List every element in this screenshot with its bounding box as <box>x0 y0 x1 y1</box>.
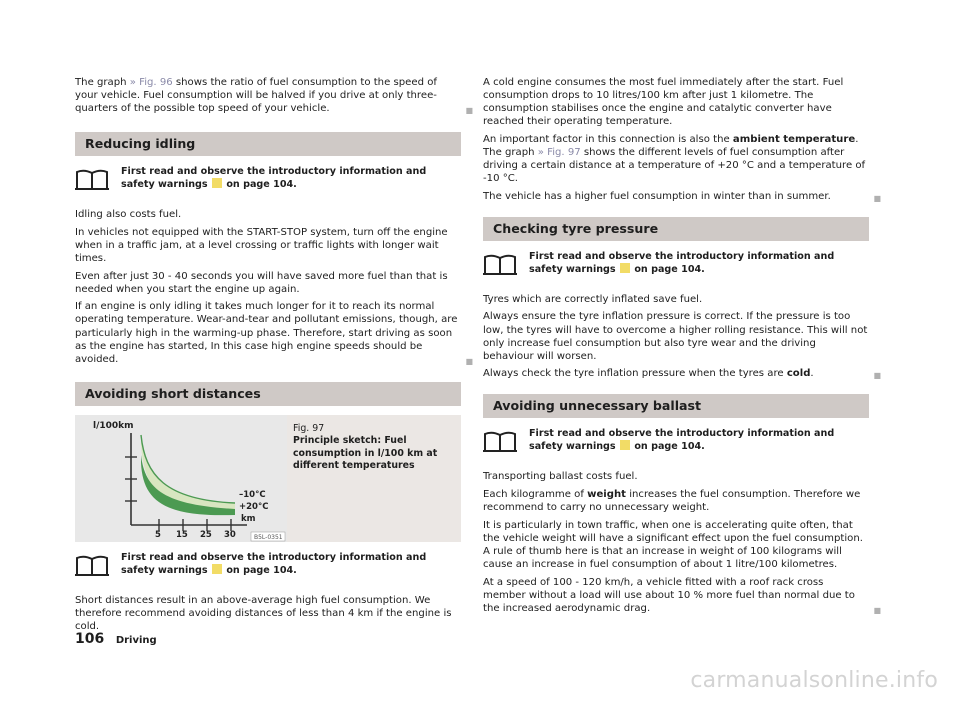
x-axis-label: km <box>241 513 256 524</box>
paragraph-ballast-2: Each kilogramme of weight increases the fuel consumption. Therefore we recommend to carry no unnecessary weight. <box>483 489 861 514</box>
paragraph-tyre-2: Always ensure the tyre inflation pressure is correct. If the pressure is too low, the tyres will have to overcome a higher rolling resistance. This will not only increase fuel consumption but also tyre wear and the driving behaviour will worsen. <box>483 311 868 362</box>
fig-96-link[interactable]: » Fig. 96 <box>129 77 173 88</box>
paragraph-short-distances: Short distances result in an above-average high fuel consumption. We therefore recommend avoiding distances of less than 4 km if the engine is cold. <box>75 594 452 632</box>
series-label-minus10: –10°C <box>239 489 266 500</box>
warning-square-icon <box>212 564 222 574</box>
y-axis-label: l/100km <box>93 420 134 431</box>
note-block: First read and observe the introductory information and safety warnings on page 104. <box>75 551 461 585</box>
heading-checking-tyre-pressure: Checking tyre pressure <box>483 217 869 241</box>
end-mark: ■ <box>873 605 881 615</box>
paragraph-tyre-3: Always check the tyre inflation pressure when the tyres are cold. ■ <box>483 367 869 380</box>
page-reference-link[interactable]: on page 104. <box>634 263 705 275</box>
paragraph-cold-3: The vehicle has a higher fuel consumption in winter than in summer. ■ <box>483 190 869 203</box>
paragraph-cold-2: An important factor in this connection is also the ambient temperature. The graph » Fig. 97 shows the different levels of fuel consumption after driving a certain distance at a temperature of +20 °C and a temperature of -10 °C. <box>483 133 866 185</box>
x-tick-label: 5 <box>155 529 161 540</box>
paragraph-idle-4: If an engine is only idling it takes much longer for it to reach its normal operating temperature. Wear-and-tear and pollutant emissions, though, are particularly high in the warming-up phase. Therefore, start driving as soon as the engine has started, In this case high engine speeds should be avoided. ■ <box>75 300 461 365</box>
warning-square-icon <box>620 440 630 450</box>
paragraph-ballast-3: It is particularly in town traffic, when one is accelerating quite often, that the vehicle weight will have a significant effect upon the fuel consumption. A rule of thumb here is that an increase in weight of 100 kilograms will cause an increase in fuel consumption of about 1 litre/100 kilometres. <box>483 519 863 570</box>
watermark: carmanualsonline.info <box>690 668 938 693</box>
page-reference-link[interactable]: on page 104. <box>226 179 297 191</box>
page-footer <box>75 628 157 647</box>
paragraph-idle-2: In vehicles not equipped with the START-STOP system, turn off the engine when in a traffic jam, at a level crossing or traffic lights with longer wait times. <box>75 226 448 265</box>
heading-reducing-idling: Reducing idling <box>75 132 461 156</box>
paragraph-ballast-4: At a speed of 100 - 120 km/h, a vehicle fitted with a roof rack cross member without a load will use about 10 % more fuel than normal due to the increased aerodynamic drag. ■ <box>483 576 869 615</box>
heading-avoiding-ballast: Avoiding unnecessary ballast <box>483 394 869 418</box>
open-book-icon <box>483 429 517 453</box>
page-reference-link[interactable]: on page 104. <box>226 564 297 576</box>
end-mark: ■ <box>873 193 881 203</box>
page-number: 106 <box>75 631 105 647</box>
x-tick-label: 25 <box>200 529 212 540</box>
open-book-icon <box>483 252 517 276</box>
series-label-plus20: +20°C <box>239 501 269 512</box>
figure-97 <box>75 415 461 542</box>
fig-97-link[interactable]: » Fig. 97 <box>537 146 581 158</box>
left-column <box>75 76 473 638</box>
x-tick-label: 15 <box>176 529 188 540</box>
paragraph-idle-1: Idling also costs fuel. <box>75 209 182 221</box>
section-name: Driving <box>115 635 157 646</box>
paragraph-idle-3: Even after just 30 - 40 seconds you will have saved more fuel than that is needed when you start the engine up again. <box>75 270 448 295</box>
right-column <box>483 76 881 619</box>
end-mark: ■ <box>873 371 881 381</box>
note-block: First read and observe the introductory information and safety warnings on page 104. <box>75 165 461 199</box>
heading-avoiding-short-distances: Avoiding short distances <box>75 382 461 406</box>
open-book-icon <box>75 167 109 191</box>
open-book-icon <box>75 553 109 577</box>
fuel-consumption-chart <box>75 415 287 542</box>
paragraph-cold-1: A cold engine consumes the most fuel immediately after the start. Fuel consumption drops to 10 litres/100 km after just 1 kilometre. The consumption stabilises once the engine and catalytic converter have reached their operating temperature. <box>483 77 844 128</box>
warning-square-icon <box>212 178 222 188</box>
figure-code: B5L-0351 <box>254 533 283 541</box>
figure-caption: Fig. 97 Principle sketch: Fuel consumption in l/100 km at different temperatures <box>293 422 438 472</box>
end-mark: ■ <box>465 356 473 366</box>
paragraph-tyre-1: Tyres which are correctly inflated save fuel. <box>483 293 703 305</box>
note-block: First read and observe the introductory information and safety warnings on page 104. <box>483 427 869 461</box>
warning-square-icon <box>620 263 630 273</box>
note-block: First read and observe the introductory information and safety warnings on page 104. <box>483 250 869 284</box>
paragraph-ballast-1: Transporting ballast costs fuel. <box>483 471 638 483</box>
page-reference-link[interactable]: on page 104. <box>634 441 705 453</box>
x-tick-label: 30 <box>224 529 236 540</box>
paragraph-graph: The graph » Fig. 96 shows the ratio of fuel consumption to the speed of your vehicle. Fuel consumption will be halved if you drive at only three-quarters of the possible top speed of your vehicle. ■ <box>75 76 461 115</box>
end-mark: ■ <box>465 106 473 116</box>
